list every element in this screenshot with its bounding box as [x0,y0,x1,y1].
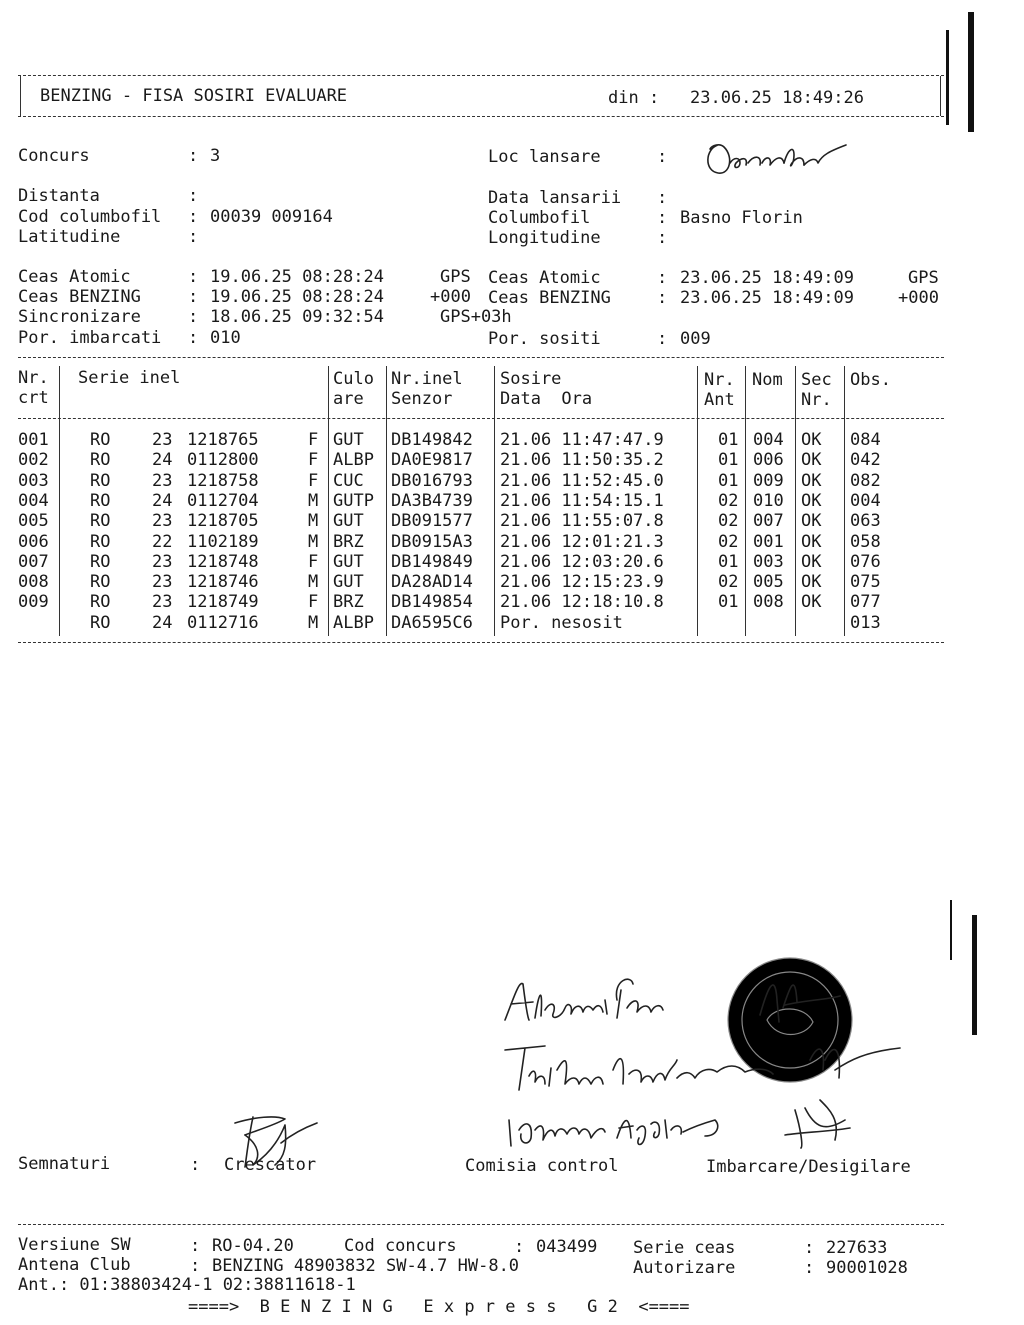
info-value-columbofil: Basno Florin [680,208,803,228]
col-header-culo-2: are [333,389,364,409]
cell-sex: F [308,430,319,450]
cell-obs: 042 [850,450,881,471]
footer-sep: : [190,1236,201,1256]
cod-concurs-label: Cod concurs [344,1236,457,1256]
col-divider [697,366,698,636]
clock-value: 19.06.25 08:28:24 [210,287,384,307]
cell-sosire: 21.06 11:47:47.9 [500,430,664,450]
col-divider [328,366,329,636]
info-sep: : [188,227,199,247]
antena-label: Antena Club [18,1255,131,1275]
cell-an: 23 [152,470,173,491]
cell-nom: 005 [753,572,784,593]
benzing-brand: ====> B E N Z I N G E x p r e s s G 2 <==== [188,1297,690,1317]
cell-obs: 075 [850,572,881,593]
info-sep: : [657,147,668,167]
cell-ant: 02 [718,511,739,532]
col-header-ant: Nr. [704,370,735,390]
cell-sec: OK [801,430,822,450]
cell-obs: 013 [850,612,881,633]
cell-ant: 01 [718,450,739,471]
cell-culoare: ALBP [333,612,374,633]
cell-tara: RO [90,572,111,593]
cell-senzor: DA6595C6 [391,612,473,633]
cell-nom: 004 [753,430,784,450]
info-value-concurs: 3 [210,146,221,166]
comisia-label: Comisia control [465,1156,619,1176]
cell-sex: F [308,592,319,613]
cell-sosire: 21.06 11:52:45.0 [500,470,664,491]
cell-inel: 1218705 [187,511,259,532]
header-border-top [18,75,944,76]
cell-inel: 1218765 [187,430,259,450]
page-title: BENZING - FISA SOSIRI EVALUARE [40,86,348,106]
table-header-separator [18,418,944,419]
footer-separator [18,1224,944,1225]
cell-culoare: GUTP [333,490,374,511]
col-header-sosire: Sosire [500,369,562,389]
cell-culoare: GUT [333,511,364,532]
col-divider [59,366,60,636]
cell-ant: 02 [718,490,739,511]
clock-sep: : [188,307,199,327]
cell-sex: M [308,531,319,552]
crescator-label: Crescator [224,1155,317,1175]
cell-inel: 1218749 [187,592,259,613]
cell-sex: F [308,470,319,491]
info-value-cod-columbofil: 00039 009164 [210,207,333,227]
cell-an: 23 [152,592,173,613]
scan-artifact [950,900,952,960]
cell-inel: 0112800 [187,450,259,471]
cell-sosire: 21.06 12:18:10.8 [500,592,664,613]
clock-suffix: GPS [908,268,939,288]
clock-sep: : [657,288,668,308]
info-label: Latitudine [18,227,121,247]
cell-nom: 010 [753,490,784,511]
cell-senzor: DB016793 [391,470,473,491]
cell-sex: F [308,450,319,471]
info-label: Concurs [18,146,90,166]
footer-sep: : [514,1237,525,1257]
clock-value: 009 [680,329,711,349]
cell-ant: 01 [718,551,739,572]
cell-inel: 1102189 [187,531,259,552]
info-label: Columbofil [488,208,591,228]
cell-inel: 1218758 [187,470,259,491]
cell-senzor: DA28AD14 [391,572,473,593]
col-divider [844,366,845,636]
cell-nom: 003 [753,551,784,572]
footer-sep: : [190,1256,201,1276]
cell-inel: 0112716 [187,612,259,633]
cell-tara: RO [90,450,111,471]
cell-obs: 077 [850,592,881,613]
clock-value: 19.06.25 08:28:24 [210,267,384,287]
cell-an: 24 [152,450,173,471]
semnaturi-label: Semnaturi [18,1154,111,1174]
imbarcare-label: Imbarcare/Desigilare [706,1157,911,1177]
cell-sosire: 21.06 12:15:23.9 [500,572,664,593]
col-divider [386,366,387,636]
cell-tara: RO [90,592,111,613]
scan-artifact [972,915,977,1035]
cell-sex: M [308,612,319,633]
clock-sep: : [188,287,199,307]
cell-an: 23 [152,551,173,572]
serie-ceas-label: Serie ceas [633,1238,736,1258]
clock-suffix: +000 [430,287,471,307]
cell-senzor: DA0E9817 [391,450,473,471]
cell-nom: 001 [753,531,784,552]
versiune-label: Versiune SW [18,1235,131,1255]
cell-senzor: DB0915A3 [391,531,473,552]
cell-tara: RO [90,531,111,552]
info-label: Distanta [18,186,100,206]
cell-sec: OK [801,592,822,613]
cell-sec: OK [801,470,822,491]
signatures-handwriting [505,960,905,1150]
cell-obs: 063 [850,511,881,532]
info-label: Cod columbofil [18,207,162,227]
clock-suffix: +000 [898,288,939,308]
clock-value: 23.06.25 18:49:09 [680,288,854,308]
col-header-ant-2: Ant [704,390,735,410]
info-sep: : [657,208,668,228]
info-sep: : [657,228,668,248]
cell-nom: 008 [753,592,784,613]
cell-inel: 0112704 [187,490,259,511]
cell-culoare: ALBP [333,450,374,471]
clock-sep: : [188,267,199,287]
cell-ant: 01 [718,430,739,450]
cell-sex: M [308,572,319,593]
clock-sep: : [188,328,199,348]
cell-sec: OK [801,531,822,552]
info-label: Loc lansare [488,147,601,167]
col-header-serie: Serie inel [78,368,181,388]
versiune-value: RO-04.20 [212,1236,294,1256]
info-label: Data lansarii [488,188,622,208]
cell-nr: 006 [18,531,49,552]
semnaturi-sep: : [190,1155,201,1175]
cell-tara: RO [90,470,111,491]
cell-sosire: 21.06 11:54:15.1 [500,490,664,511]
cell-ant: 02 [718,572,739,593]
col-header-sec-2: Nr. [801,390,832,410]
col-header-nr-2: crt [18,388,49,408]
cell-nr: 002 [18,450,49,471]
cell-tara: RO [90,612,111,633]
cell-tara: RO [90,511,111,532]
cell-sec: OK [801,572,822,593]
clock-suffix: GPS [440,267,471,287]
scan-artifact [946,30,949,125]
cell-nr: 009 [18,592,49,613]
info-label: Longitudine [488,228,601,248]
scan-artifact [968,12,974,132]
cod-concurs-value: 043499 [536,1237,598,1257]
col-header-sosire-2: Data Ora [500,389,593,409]
clock-label: Ceas Atomic [488,268,601,288]
footer-sep: : [804,1238,815,1258]
header-border-left [20,76,21,116]
clock-suffix: GPS+03h [440,307,512,327]
cell-nom: 007 [753,511,784,532]
clock-value: 18.06.25 09:32:54 [210,307,384,327]
col-divider [745,366,746,636]
cell-sosire: 21.06 11:50:35.2 [500,450,664,471]
antena-value: BENZING 48903832 SW-4.7 HW-8.0 [212,1256,520,1276]
cell-an: 23 [152,511,173,532]
cell-nr: 007 [18,551,49,572]
serie-ceas-value: 227633 [826,1238,888,1258]
col-divider [795,366,796,636]
col-header-obs: Obs. [850,370,891,390]
col-header-senzor-2: Senzor [391,389,453,409]
col-header-nom: Nom [752,370,783,390]
cell-tara: RO [90,551,111,572]
cell-culoare: BRZ [333,531,364,552]
cell-nr: 008 [18,572,49,593]
clock-label: Ceas Atomic [18,267,131,287]
cell-senzor: DB149842 [391,430,473,450]
cell-tara: RO [90,430,111,450]
footer-sep: : [804,1258,815,1278]
cell-sex: F [308,551,319,572]
cell-sosire: 21.06 12:01:21.3 [500,531,664,552]
cell-sec: OK [801,511,822,532]
cell-sex: M [308,511,319,532]
cell-sosire: 21.06 11:55:07.8 [500,511,664,532]
antene-list: Ant.: 01:38803424-1 02:38811618-1 [18,1275,356,1295]
info-sep: : [188,146,199,166]
col-header-sec: Sec [801,370,832,390]
col-header-culo: Culo [333,369,374,389]
col-header-nr: Nr. [18,368,49,388]
info-sep: : [188,207,199,227]
clock-sep: : [657,268,668,288]
cell-obs: 082 [850,470,881,491]
cell-obs: 084 [850,430,881,450]
cell-inel: 1218748 [187,551,259,572]
cell-nr: 001 [18,430,49,450]
cell-ant: 01 [718,470,739,491]
din-value: 23.06.25 18:49:26 [690,88,864,108]
cell-obs: 076 [850,551,881,572]
header-border-bottom [18,116,944,117]
cell-an: 22 [152,531,173,552]
clock-sep: : [657,329,668,349]
cell-obs: 058 [850,531,881,552]
cell-an: 23 [152,572,173,593]
cell-culoare: CUC [333,470,364,491]
col-header-senzor: Nr.inel [391,369,463,389]
cell-obs: 004 [850,490,881,511]
cell-senzor: DB149849 [391,551,473,572]
header-border-right [940,76,941,116]
cell-culoare: GUT [333,551,364,572]
cell-sex: M [308,490,319,511]
clock-label: Por. imbarcati [18,328,162,348]
cell-nr: 005 [18,511,49,532]
cell-an: 23 [152,430,173,450]
table-border-bottom [18,642,944,643]
cell-ant: 02 [718,531,739,552]
clock-value: 23.06.25 18:49:09 [680,268,854,288]
cell-culoare: GUT [333,430,364,450]
cell-nr: 003 [18,470,49,491]
clock-value: 010 [210,328,241,348]
cell-inel: 1218746 [187,572,259,593]
clock-label: Ceas BENZING [18,287,141,307]
info-sep: : [657,188,668,208]
cell-sosire: Por. nesosit [500,612,623,633]
autorizare-value: 90001028 [826,1258,908,1278]
cell-an: 24 [152,490,173,511]
cell-sosire: 21.06 12:03:20.6 [500,551,664,572]
cell-culoare: GUT [333,572,364,593]
cell-culoare: BRZ [333,592,364,613]
loc-lansare-handwriting [700,135,860,180]
clock-label: Por. sositi [488,329,601,349]
cell-sec: OK [801,450,822,471]
table-border-top [18,357,944,358]
cell-nom: 006 [753,450,784,471]
din-label: din : [608,88,660,108]
cell-sec: OK [801,490,822,511]
clock-label: Ceas BENZING [488,288,611,308]
cell-ant: 01 [718,592,739,613]
cell-senzor: DB091577 [391,511,473,532]
cell-an: 24 [152,612,173,633]
cell-nom: 009 [753,470,784,491]
autorizare-label: Autorizare [633,1258,736,1278]
cell-senzor: DB149854 [391,592,473,613]
info-sep: : [188,186,199,206]
clock-label: Sincronizare [18,307,141,327]
col-divider [494,366,495,636]
cell-nr: 004 [18,490,49,511]
cell-senzor: DA3B4739 [391,490,473,511]
cell-tara: RO [90,490,111,511]
cell-sec: OK [801,551,822,572]
